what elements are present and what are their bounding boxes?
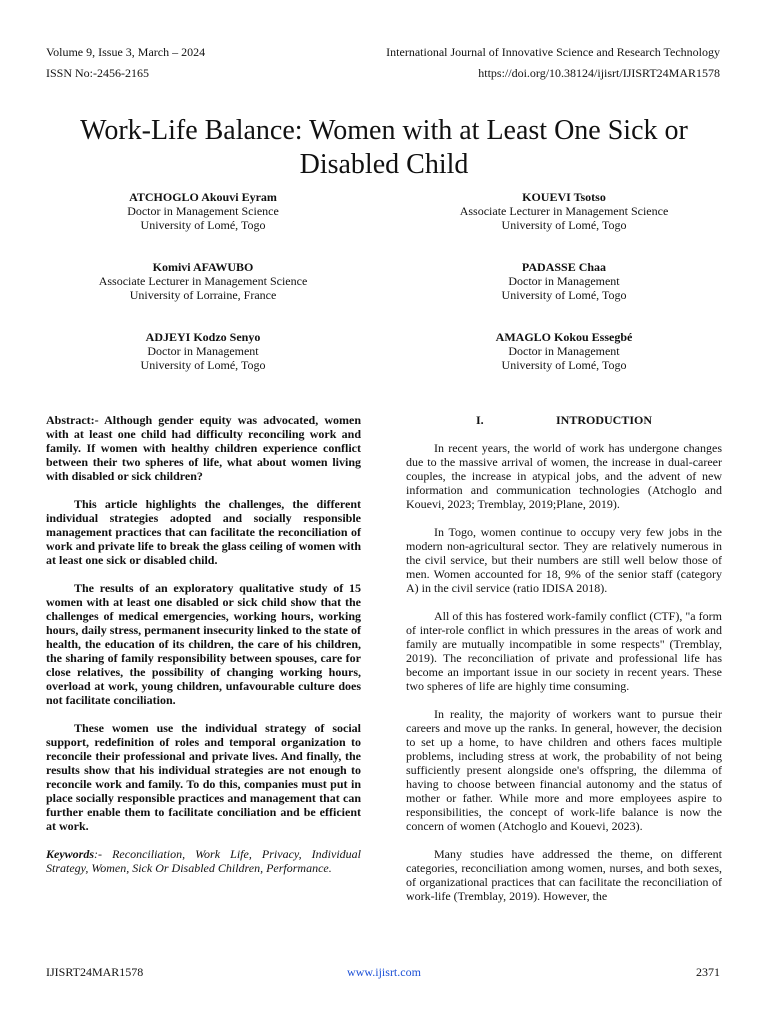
volume-issue: Volume 9, Issue 3, March – 2024 bbox=[46, 45, 206, 59]
author-name: PADASSE Chaa bbox=[521, 260, 607, 274]
issn: ISSN No:-2456-2165 bbox=[46, 66, 150, 80]
author-role: Doctor in Management bbox=[508, 274, 620, 288]
author-role: Doctor in Management bbox=[508, 344, 620, 358]
paper-title: Work-Life Balance: Women with at Least One Sick or Disabled Child bbox=[80, 114, 688, 180]
author-name: KOUEVI Tsotso bbox=[522, 190, 606, 204]
section-title: INTRODUCTION bbox=[555, 413, 652, 427]
author-name: ATCHOGLO Akouvi Eyram bbox=[129, 190, 277, 204]
author-affiliation: University of Lomé, Togo bbox=[501, 358, 627, 372]
author-5 bbox=[38, 330, 368, 372]
keywords-text: :- Reconciliation, Work Life, Privacy, Individual Strategy, Women, Sick Or Disabled Children, Performance. bbox=[46, 847, 361, 875]
author-2 bbox=[399, 190, 729, 232]
doi-link[interactable]: https://doi.org/10.38124/ijisrt/IJISRT24MAR1578 bbox=[478, 66, 720, 80]
author-name: ADJEYI Kodzo Senyo bbox=[145, 330, 261, 344]
intro-paragraph-3: All of this has fostered work-family conflict (CTF), "a form of inter-role conflict in which pressures in the areas of work and family are mutually incompatible in some respects" (Tremblay, 2019). The reconciliation of private and professional life has become an important issue in our society in recent years. These two spheres of life are highly time consuming. bbox=[406, 609, 722, 693]
intro-paragraph-1: In recent years, the world of work has undergone changes due to the massive arrival of women, the increase in dual-career couples, the increase in atypical jobs, and the advent of new information and communication technologies (Atchoglo and Kouevi, 2023; Tremblay, 2019;Plane, 2019). bbox=[406, 441, 722, 511]
author-affiliation: University of Lorraine, France bbox=[129, 288, 277, 302]
author-affiliation: University of Lomé, Togo bbox=[140, 218, 266, 232]
author-3 bbox=[38, 260, 368, 302]
author-role: Associate Lecturer in Management Science bbox=[98, 274, 308, 288]
author-role: Doctor in Management Science bbox=[127, 204, 279, 218]
author-affiliation: University of Lomé, Togo bbox=[501, 288, 627, 302]
author-1 bbox=[38, 190, 368, 232]
author-6 bbox=[399, 330, 729, 372]
author-name: Komivi AFAWUBO bbox=[152, 260, 254, 274]
abstract-paragraph-4: These women use the individual strategy of social support, redefinition of roles and temporal organization to reconcile their professional and private lives. And finally, the results show that his individual strategies are not enough to reconcile work and family. To do this, companies must put in place socially responsible practices and management that can further enable them to facilitate conciliation and be efficient at work. bbox=[46, 721, 361, 833]
author-affiliation: University of Lomé, Togo bbox=[501, 218, 627, 232]
author-role: Associate Lecturer in Management Science bbox=[459, 204, 669, 218]
intro-paragraph-4: In reality, the majority of workers want to pursue their careers and move up the ranks. In general, however, the decision to set up a home, to have children and others faces multiple problems, including stress at work, the probability of not being sufficiently present alongside one's offspring, the dilemma of having to choose between financial autonomy and the status of mother or father. While more and more employees aspire to responsibilities, the concept of work-life balance is now the concern of women (Atchoglo and Kouevi, 2023). bbox=[406, 707, 722, 833]
abstract-paragraph-2: This article highlights the challenges, the different individual strategies adopted and socially responsible management practices that can facilitate the reconciliation of work and private life to break the glass ceiling of women with at least one sick or disabled child. bbox=[46, 497, 361, 567]
section-number: I. bbox=[475, 413, 484, 427]
abstract-column bbox=[46, 413, 361, 875]
abstract-paragraph-1: Abstract:- Although gender equity was advocated, women with at least one child had difficulty reconciling work and family. If women with healthy children experience conflict between their two spheres of life, what about women living with disabled or sick children? bbox=[46, 413, 361, 483]
intro-paragraph-5: Many studies have addressed the theme, on different categories, reconciliation among women, nurses, and both sexes, of organizational practices that can facilitate the reconciliation of work-life (Tremblay, 2019). However, the bbox=[406, 847, 722, 903]
journal-name: International Journal of Innovative Science and Research Technology bbox=[386, 45, 720, 59]
author-4 bbox=[399, 260, 729, 302]
abstract-paragraph-3: The results of an exploratory qualitative study of 15 women with at least one disabled or sick child show that the challenges of medical emergencies, working hours, working hours, daily stress, permanent insecurity linked to the state of health, the education of its children, the care of his children, the sharing of family responsibility between spouses, care for close relatives, the possibility of changing working hours, overload at work, young children, unfavourable culture does not facilitate conciliation. bbox=[46, 581, 361, 707]
footer-website-link[interactable]: www.ijisrt.com bbox=[347, 965, 421, 979]
intro-paragraph-2: In Togo, women continue to occupy very few jobs in the modern non-agricultural sector. They are relatively numerous in the civil service, but their numbers are still well below those of men. Women accounted for 18, 9% of the senior staff (category A) in the civil service (ratio IDISA 2018). bbox=[406, 525, 722, 595]
section-heading bbox=[406, 413, 722, 427]
keywords-label: Keywords bbox=[46, 847, 94, 861]
author-affiliation: University of Lomé, Togo bbox=[140, 358, 266, 372]
footer-paper-id: IJISRT24MAR1578 bbox=[46, 965, 144, 979]
author-role: Doctor in Management bbox=[147, 344, 259, 358]
introduction-column bbox=[406, 413, 722, 903]
keywords bbox=[46, 847, 361, 875]
author-name: AMAGLO Kokou Essegbé bbox=[495, 330, 633, 344]
page-number: 2371 bbox=[696, 965, 720, 979]
